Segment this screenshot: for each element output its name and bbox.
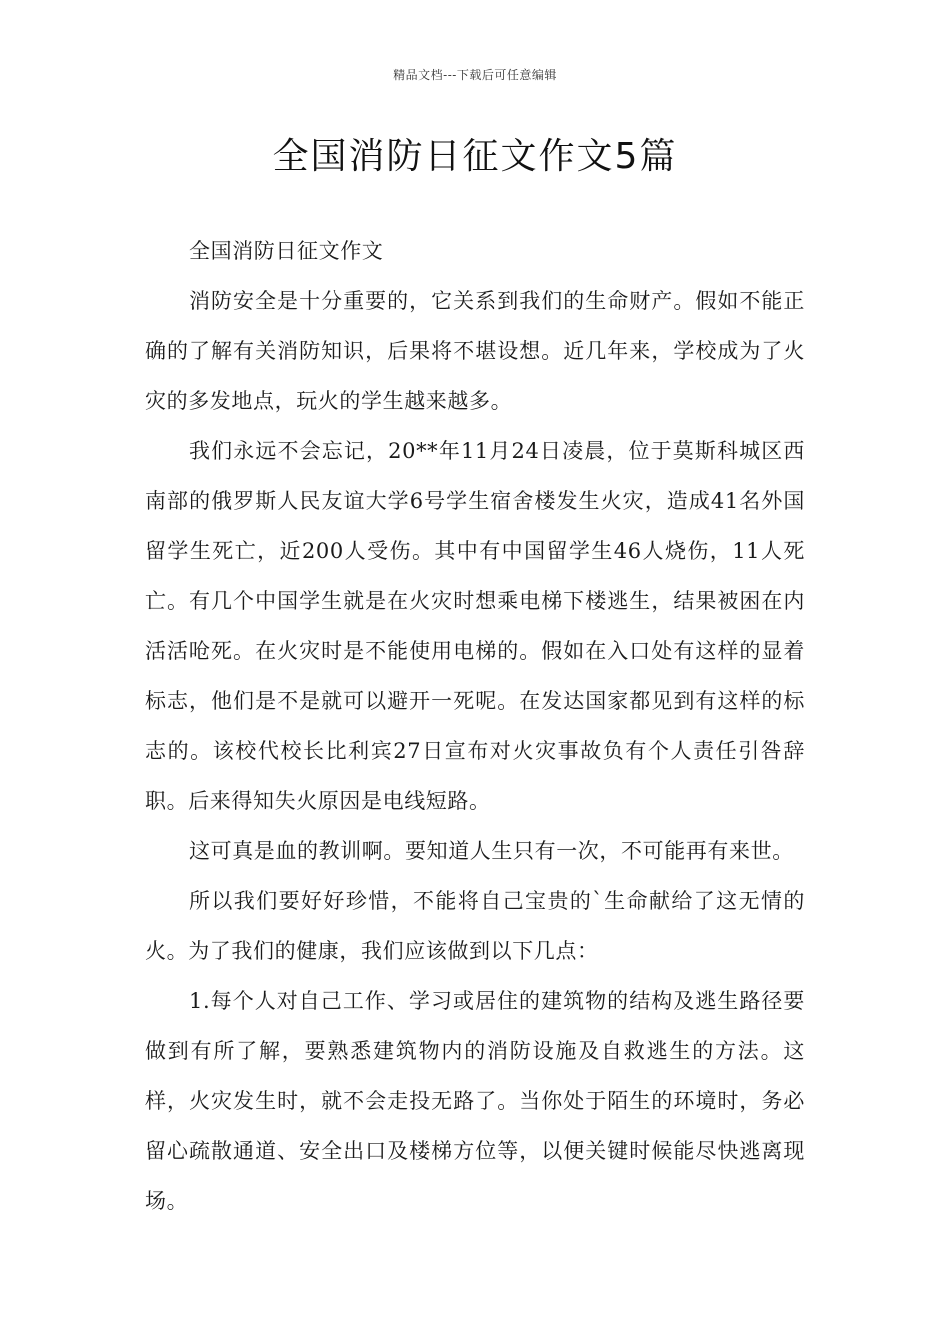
paragraph-1: 消防安全是十分重要的，它关系到我们的生命财产。假如不能正确的了解有关消防知识，后果将不堪设想。近几年来，学校成为了火灾的多发地点，玩火的学生越来越多。 — [145, 289, 805, 413]
document-body — [145, 226, 805, 1226]
header-note: 精品文档---下载后可任意编辑 — [393, 68, 557, 82]
paragraph-4: 所以我们要好好珍惜，不能将自己宝贵的`生命献给了这无情的火。为了我们的健康，我们应该做到以下几点： — [145, 889, 805, 963]
essay-subtitle: 全国消防日征文作文 — [189, 239, 384, 263]
page-title: 全国消防日征文作文5篇 — [272, 136, 678, 177]
paragraph-2: 我们永远不会忘记，20**年11月24日凌晨，位于莫斯科城区西南部的俄罗斯人民友谊大学6号学生宿舍楼发生火灾，造成41名外国留学生死亡，近200人受伤。其中有中国留学生46人烧伤，11人死亡。有几个中国学生就是在火灾时想乘电梯下楼逃生，结果被困在内活活呛死。在火灾时是不能使用电梯的。假如在入口处有这样的显着标志，他们是不是就可以避开一死呢。在发达国家都见到有这样的标志的。该校代校长比利宾27日宣布对火灾事故负有个人责任引咎辞职。后来得知失火原因是电线短路。 — [145, 439, 805, 813]
paragraph-3: 这可真是血的教训啊。要知道人生只有一次，不可能再有来世。 — [189, 839, 794, 863]
paragraph-5: 1.每个人对自己工作、学习或居住的建筑物的结构及逃生路径要做到有所了解，要熟悉建筑物内的消防设施及自救逃生的方法。这样，火灾发生时，就不会走投无路了。当你处于陌生的环境时，务必留心疏散通道、安全出口及楼梯方位等，以便关键时候能尽快逃离现场。 — [145, 989, 805, 1213]
